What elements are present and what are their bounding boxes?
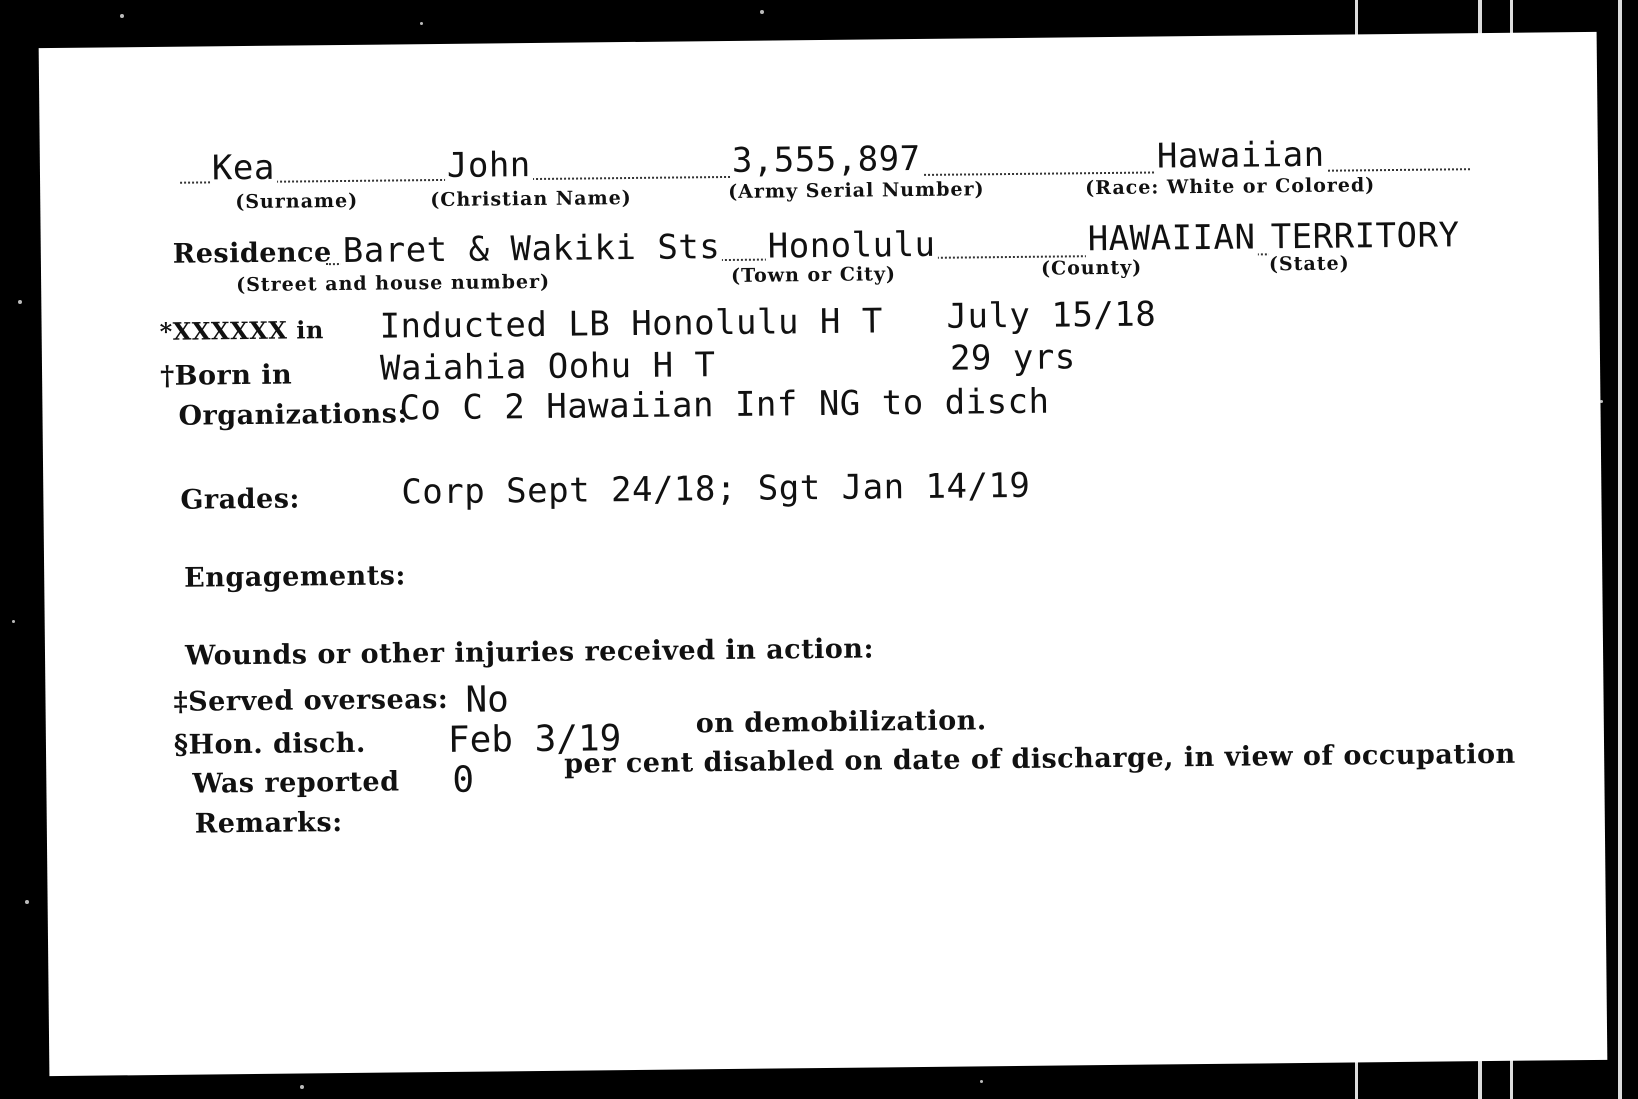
residence-street-caption: (Street and house number) xyxy=(236,270,551,297)
scan-speck xyxy=(300,1085,304,1089)
residence-county-value: HAWAIIAN xyxy=(1087,217,1256,260)
born-label: †Born in xyxy=(159,359,293,392)
scan-speck xyxy=(12,620,15,623)
engagements-label: Engagements: xyxy=(184,560,407,594)
scan-speck xyxy=(120,14,124,18)
residence-street-value: Baret & Wakiki Sts xyxy=(342,227,721,272)
scan-speck xyxy=(420,22,423,25)
christian-name-caption: (Christian Name) xyxy=(430,186,632,212)
reported-label: Was reported xyxy=(192,766,400,800)
discharge-label: §Hon. disch. xyxy=(173,727,367,761)
residence-state-value: TERRITORY xyxy=(1270,215,1460,258)
scan-speck xyxy=(18,300,22,304)
reported-value: 0 xyxy=(452,759,475,801)
enlisted-date: July 15/18 xyxy=(946,294,1157,337)
organizations-label: Organizations: xyxy=(178,398,409,432)
born-age: 29 yrs xyxy=(949,337,1076,379)
race-caption: (Race: White or Colored) xyxy=(1085,174,1376,200)
born-value: Waiahia Oohu H T xyxy=(379,345,716,389)
serial-number-value: 3,555,897 xyxy=(731,138,921,181)
residence-town-caption: (Town or City) xyxy=(730,263,897,287)
serial-number-caption: (Army Serial Number) xyxy=(728,178,985,203)
scan-edge-line xyxy=(1618,0,1622,1099)
residence-county-caption: (County) xyxy=(1040,256,1143,280)
reported-suffix: per cent disabled on date of discharge, in view of occupation xyxy=(564,738,1516,780)
enlisted-value: Inducted LB Honolulu H T xyxy=(379,301,884,347)
residence-label: Residence xyxy=(172,237,332,270)
wounds-label: Wounds or other injuries received in action: xyxy=(184,633,875,672)
christian-name-value: John xyxy=(446,145,532,186)
residence-town-value: Honolulu xyxy=(767,224,936,267)
race-value: Hawaiian xyxy=(1156,134,1325,177)
served-overseas-value: No xyxy=(465,679,510,721)
organizations-value: Co C 2 Hawaiian Inf NG to disch xyxy=(399,381,1050,429)
residence-state-caption: (State) xyxy=(1268,252,1350,276)
surname-caption: (Surname) xyxy=(235,189,359,214)
record-card xyxy=(39,32,1608,1076)
scan-speck xyxy=(25,900,29,904)
discharge-suffix: on demobilization. xyxy=(695,705,987,740)
grades-label: Grades: xyxy=(180,483,301,516)
scan-speck xyxy=(980,1080,983,1083)
served-overseas-label: ‡Served overseas: xyxy=(173,683,449,718)
enlisted-label: *XXXXXX in xyxy=(159,315,324,346)
grades-value: Corp Sept 24/18; Sgt Jan 14/19 xyxy=(401,465,1031,513)
remarks-label: Remarks: xyxy=(194,807,343,840)
surname-value: Kea xyxy=(211,147,276,189)
discharge-value: Feb 3/19 xyxy=(447,718,622,761)
scan-speck xyxy=(760,10,764,14)
